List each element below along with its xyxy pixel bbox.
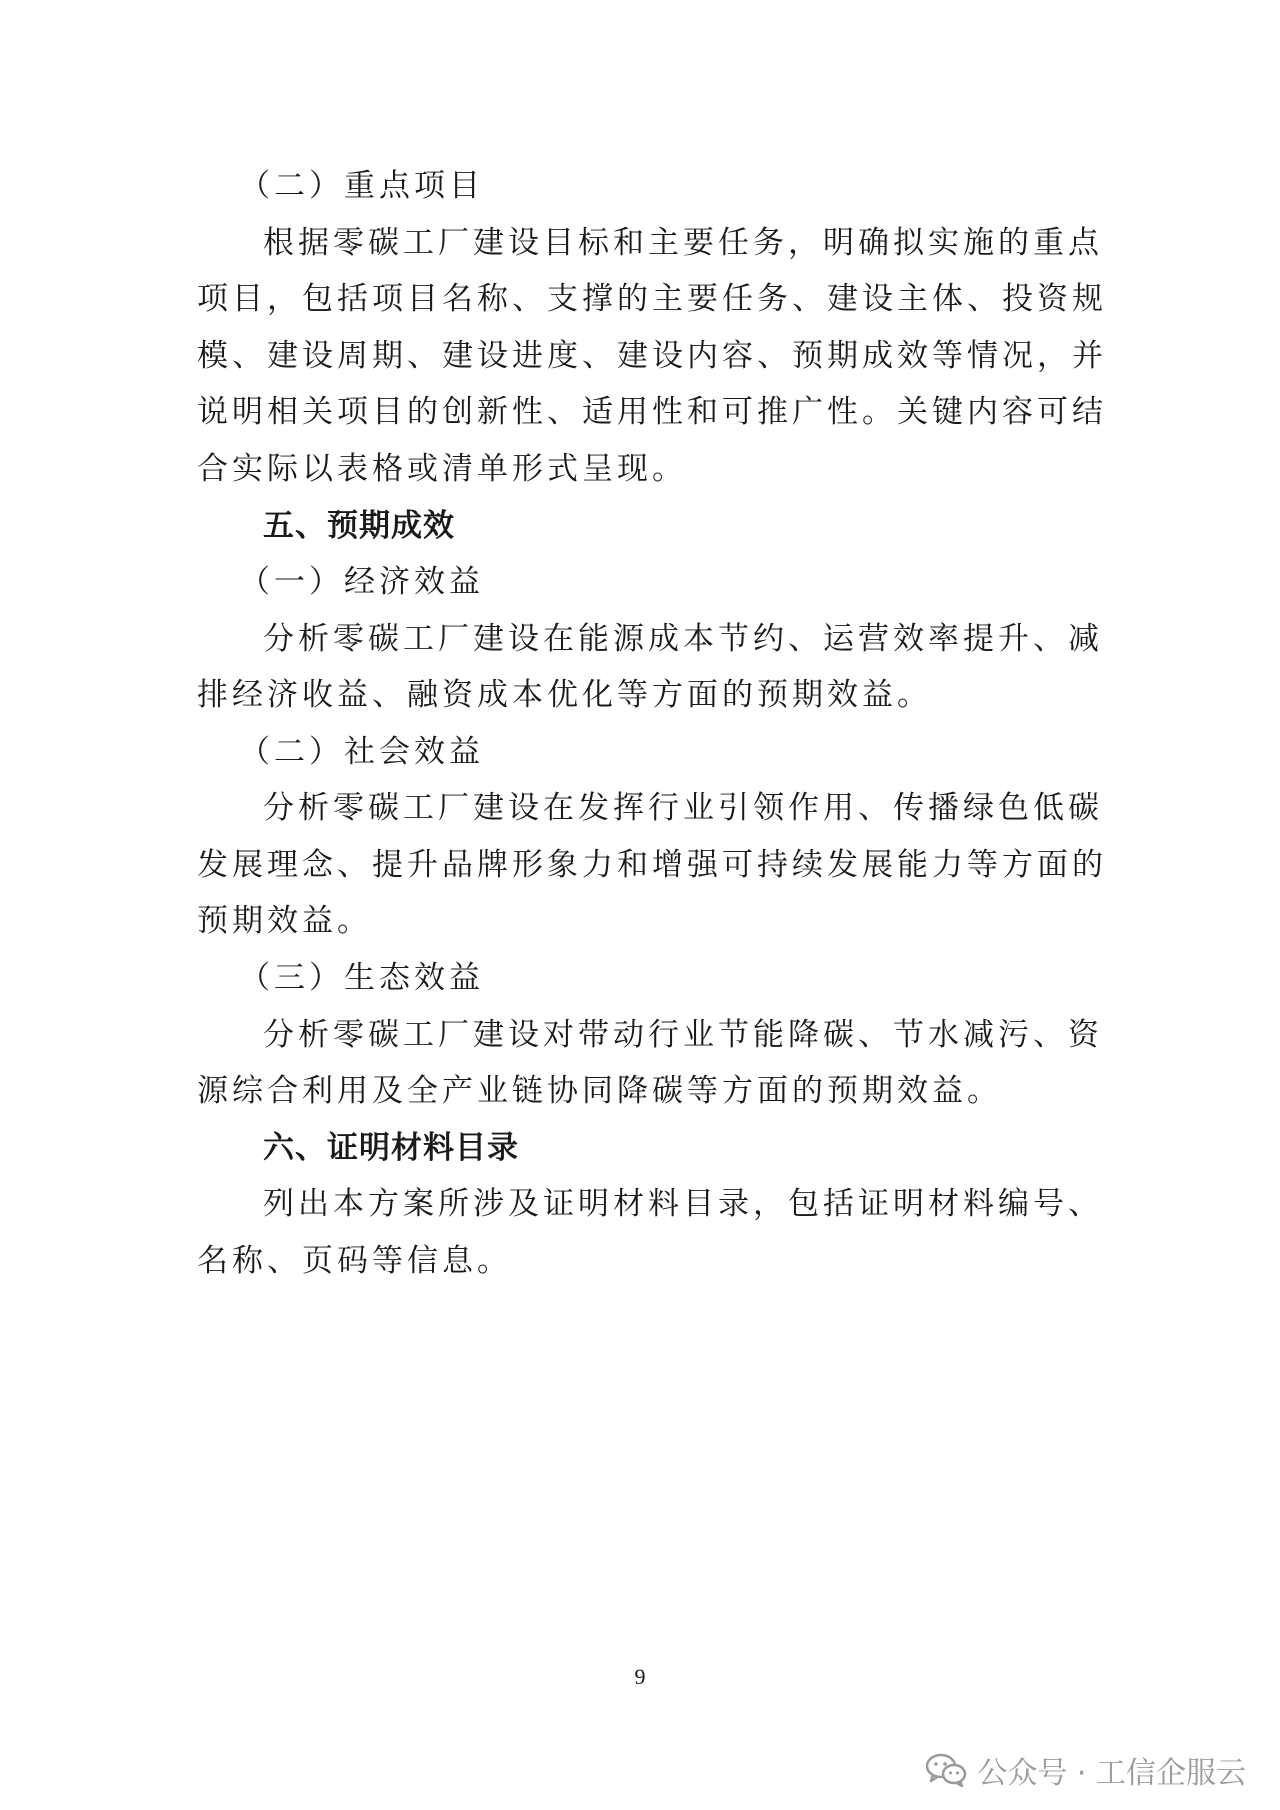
subsection-heading: （三）生态效益 [239,960,484,996]
paragraph-line: 项目，包括项目名称、支撑的主要任务、建设主体、投资规 [197,281,1107,317]
paragraph-line: 说明相关项目的创新性、适用性和可推广性。关键内容可结 [197,394,1107,430]
section-heading: 五、预期成效 [263,508,455,544]
section-heading: 六、证明材料目录 [263,1130,519,1166]
paragraph-line: 根据零碳工厂建设目标和主要任务，明确拟实施的重点 [263,225,1103,261]
paragraph-line: 排经济收益、融资成本优化等方面的预期效益。 [197,677,932,713]
paragraph-line: 模、建设周期、建设进度、建设内容、预期成效等情况，并 [197,338,1107,374]
subsection-heading: （一）经济效益 [239,564,484,600]
subsection-heading: （二）重点项目 [239,168,484,204]
paragraph-line: 分析零碳工厂建设在能源成本节约、运营效率提升、减 [263,621,1103,657]
page-number: 9 [634,1664,646,1689]
paragraph-line: 名称、页码等信息。 [197,1243,512,1279]
paragraph-line: 发展理念、提升品牌形象力和增强可持续发展能力等方面的 [197,847,1107,883]
paragraph-line: 预期效益。 [197,903,372,939]
paragraph-line: 分析零碳工厂建设对带动行业节能降碳、节水减污、资 [263,1017,1103,1053]
watermark-text: 公众号 · 工信企服云 [977,1756,1246,1791]
wechat-icon [925,1752,967,1788]
paragraph-line: 分析零碳工厂建设在发挥行业引领作用、传播绿色低碳 [263,790,1103,826]
watermark [925,1748,1246,1792]
subsection-heading: （二）社会效益 [239,734,484,770]
paragraph-line: 源综合利用及全产业链协同降碳等方面的预期效益。 [197,1073,1002,1109]
paragraph-line: 列出本方案所涉及证明材料目录，包括证明材料编号、 [263,1186,1103,1222]
paragraph-line: 合实际以表格或清单形式呈现。 [197,451,687,487]
